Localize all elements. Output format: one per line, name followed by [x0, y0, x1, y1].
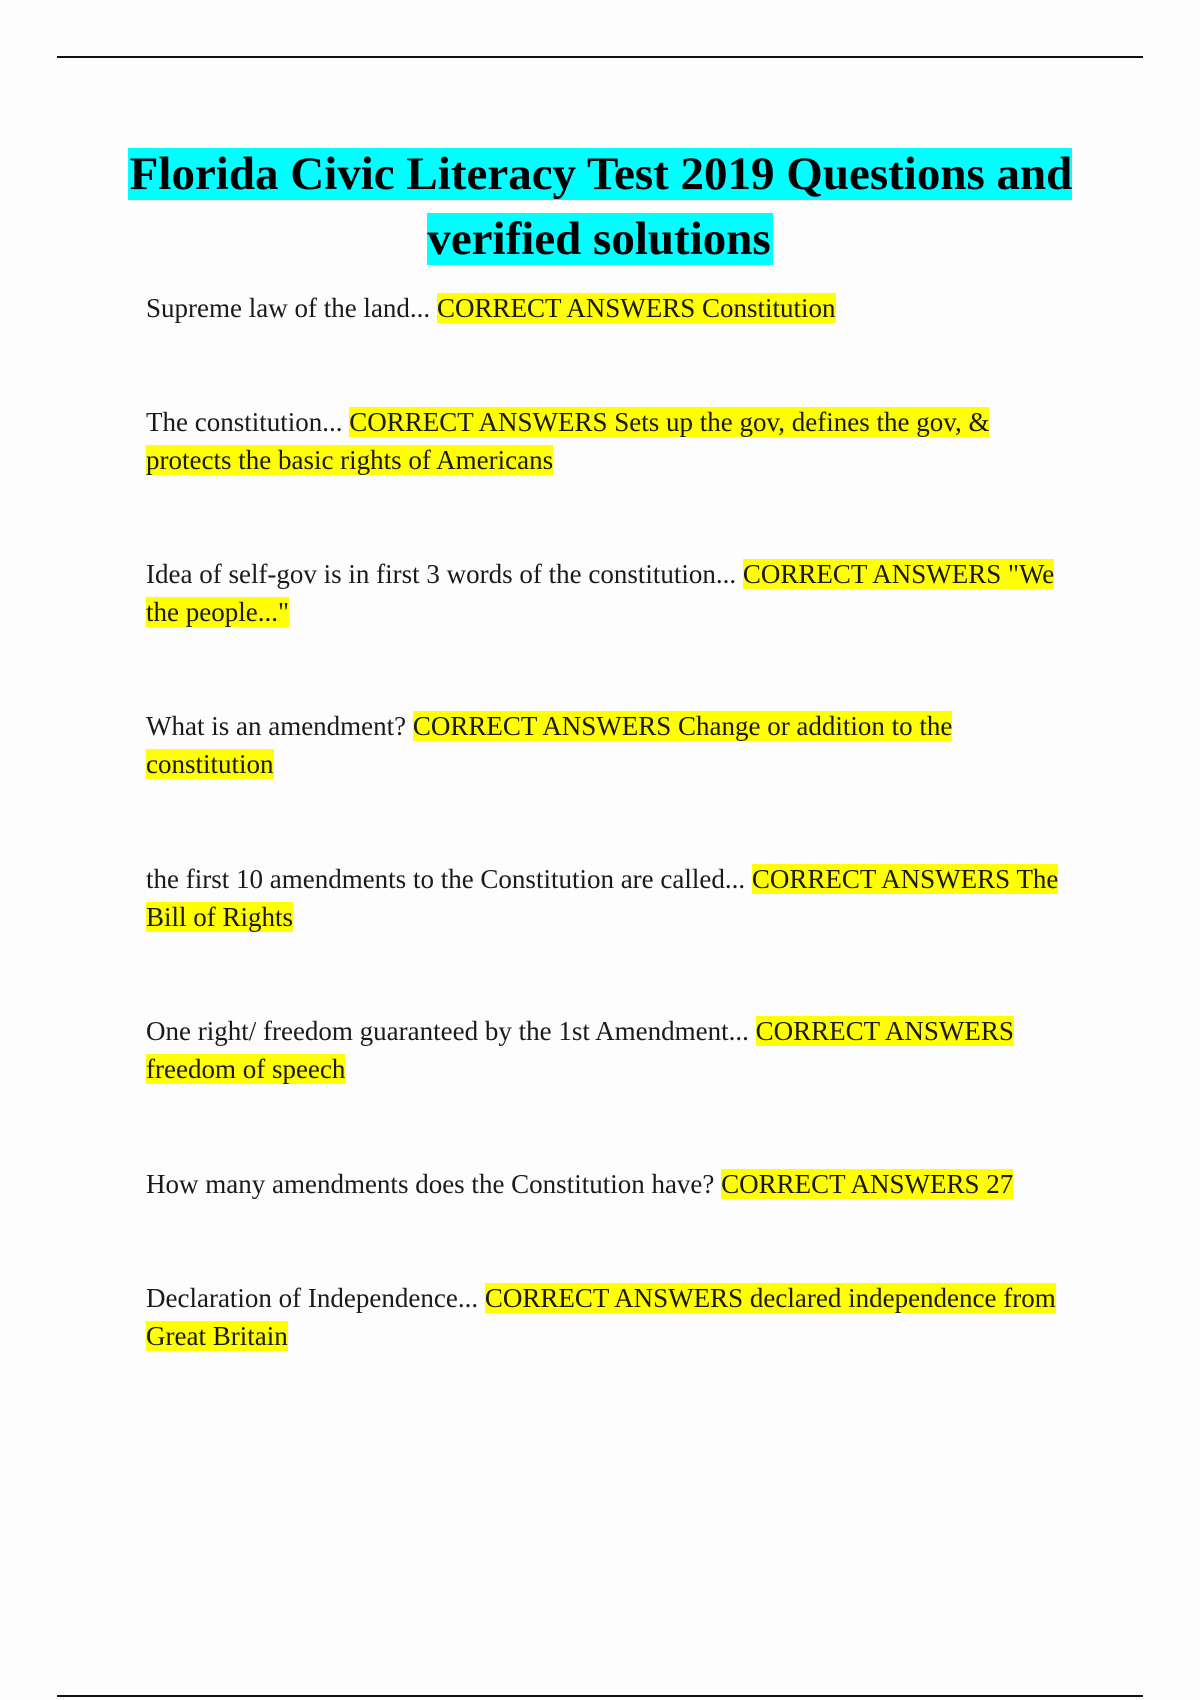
title-highlight: Florida Civic Literacy Test 2019 Questions and verified solutions	[129, 148, 1073, 265]
question-text: One right/ freedom guaranteed by the 1st Amendment...	[146, 1016, 749, 1046]
answer-highlight: CORRECT ANSWERS Constitution	[436, 293, 836, 323]
question-text: How many amendments does the Constitution have?	[146, 1169, 715, 1199]
answer-highlight: CORRECT ANSWERS Change or addition to the constitution	[146, 711, 953, 779]
question-text: Declaration of Independence...	[146, 1283, 479, 1313]
answer-highlight: CORRECT ANSWERS "We the people..."	[146, 559, 1055, 627]
qa-item	[146, 1279, 1066, 1355]
qa-item	[146, 555, 1066, 631]
question-text: The constitution...	[146, 407, 343, 437]
answer-highlight: CORRECT ANSWERS declared independence from Great Britain	[146, 1283, 1056, 1351]
qa-item	[146, 289, 1066, 327]
question-text: Supreme law of the land...	[146, 293, 431, 323]
answer-highlight: CORRECT ANSWERS freedom of speech	[146, 1016, 1014, 1084]
qa-item	[146, 860, 1066, 936]
qa-item	[146, 707, 1066, 783]
bottom-rule	[57, 1695, 1143, 1697]
question-text: Idea of self-gov is in first 3 words of the constitution...	[146, 559, 737, 589]
answer-highlight: CORRECT ANSWERS Sets up the gov, defines the gov, & protects the basic rights of Americans	[146, 407, 990, 475]
question-text: the first 10 amendments to the Constitution are called...	[146, 864, 746, 894]
question-text: What is an amendment?	[146, 711, 407, 741]
top-rule	[57, 56, 1143, 58]
document-title	[100, 142, 1100, 272]
answer-highlight: CORRECT ANSWERS 27	[721, 1169, 1014, 1199]
qa-item	[146, 1012, 1066, 1088]
qa-item	[146, 1165, 1066, 1203]
answer-highlight: CORRECT ANSWERS The Bill of Rights	[146, 864, 1059, 932]
qa-item	[146, 403, 1066, 479]
